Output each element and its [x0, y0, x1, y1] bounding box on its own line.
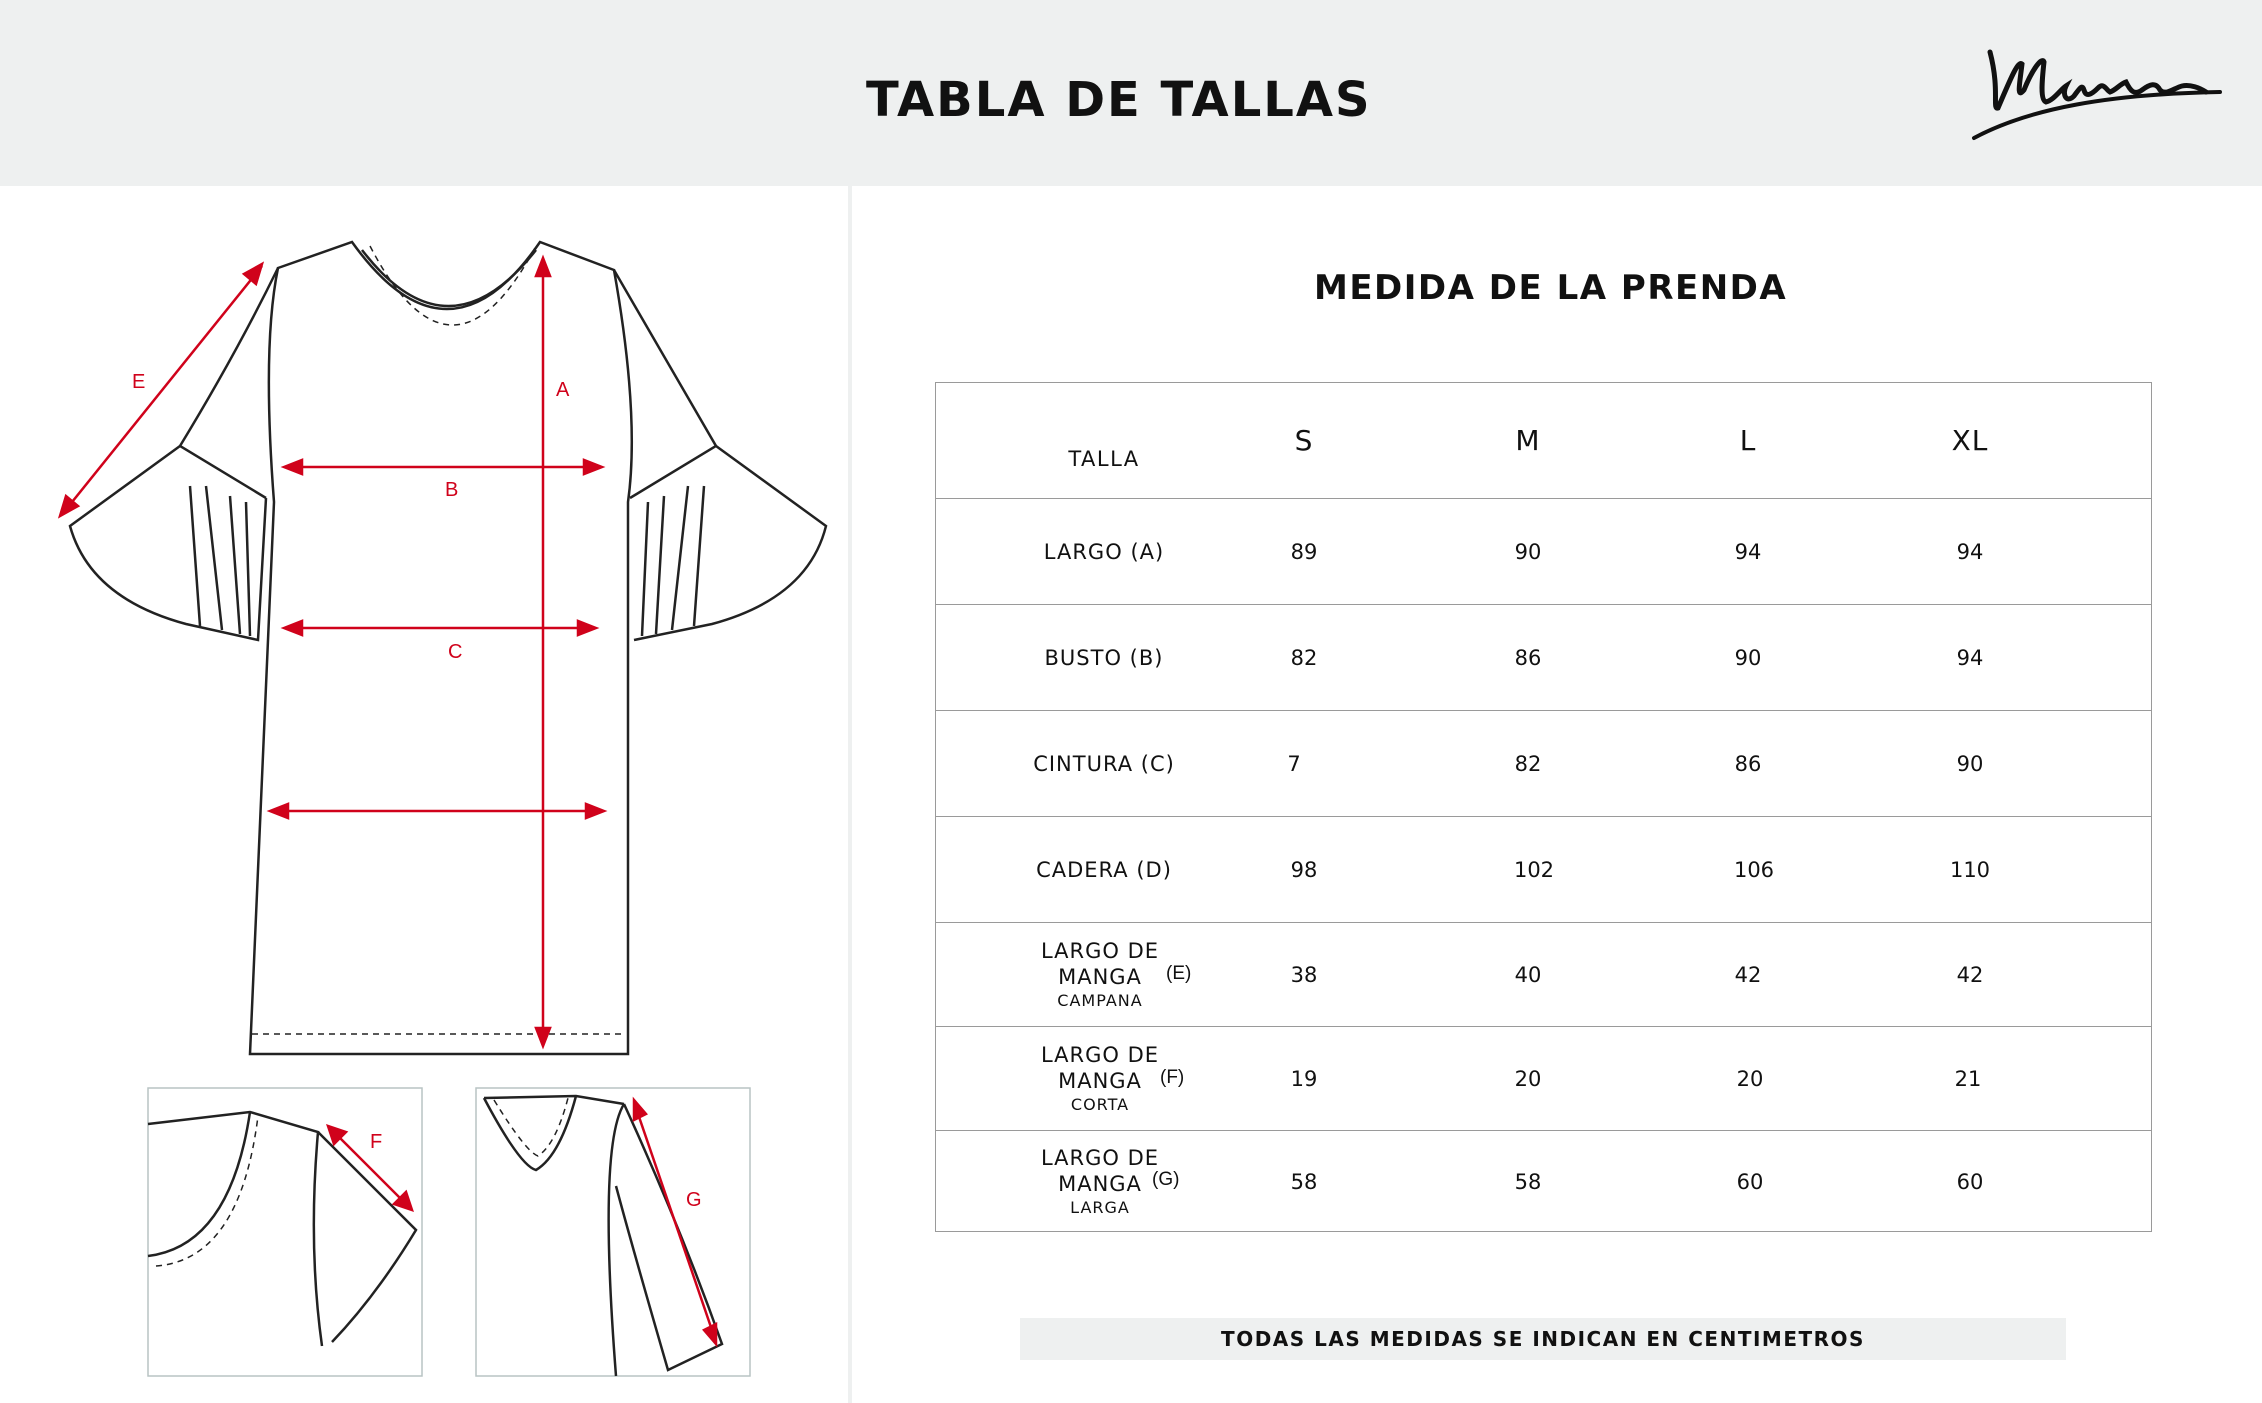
- table-row: [936, 923, 2151, 1027]
- garment-diagram: [0, 186, 848, 1403]
- page-title: TABLA DE TALLAS: [866, 72, 1372, 128]
- section-title: MEDIDA DE LA PRENDA: [1314, 268, 1788, 308]
- header-size-m: M: [1515, 424, 1541, 457]
- row-code: (D): [1136, 857, 1172, 882]
- row-label-line2: MANGA: [1058, 1172, 1142, 1196]
- row-label: LARGO DE: [1040, 1146, 1160, 1170]
- value-cell: 20: [1736, 1066, 1764, 1091]
- row-label-line2: MANGA: [1058, 964, 1142, 989]
- row-label: LARGO: [1043, 539, 1123, 564]
- header-size-xl: XL: [1951, 424, 1989, 457]
- header-size-l: L: [1739, 424, 1757, 457]
- row-label: LARGO DE: [1040, 1042, 1160, 1067]
- value-cell: 82: [1290, 645, 1318, 670]
- label-b: B: [445, 479, 459, 501]
- value-cell: 42: [1956, 962, 1984, 987]
- label-c: C: [448, 641, 463, 663]
- value-cell: 42: [1734, 962, 1762, 987]
- row-label-line2: MANGA: [1058, 1068, 1142, 1093]
- value-cell: 94: [1734, 539, 1762, 564]
- size-table: [935, 382, 2152, 1232]
- row-code: (C): [1140, 751, 1175, 776]
- value-cell: 90: [1734, 645, 1762, 670]
- row-code: (F): [1160, 1067, 1185, 1088]
- label-a: A: [556, 379, 570, 401]
- value-cell: 38: [1290, 962, 1318, 987]
- table-header-row: [936, 383, 2151, 499]
- table-row: [936, 711, 2151, 817]
- label-f: F: [370, 1131, 383, 1153]
- value-cell: 19: [1290, 1066, 1318, 1091]
- label-e: E: [132, 371, 146, 393]
- table-row: [936, 817, 2151, 923]
- value-cell: 90: [1956, 751, 1984, 776]
- table-row: [936, 1027, 2151, 1131]
- value-cell: 86: [1514, 645, 1542, 670]
- vertical-divider: [848, 186, 852, 1403]
- value-cell: 58: [1514, 1170, 1542, 1194]
- value-cell: 94: [1956, 539, 1984, 564]
- value-cell: 86: [1734, 751, 1762, 776]
- value-cell: 106: [1733, 857, 1775, 882]
- row-label: LARGO DE: [1040, 938, 1160, 963]
- header-band: [0, 0, 2262, 186]
- value-cell: 7: [1287, 751, 1301, 776]
- row-code: (A): [1130, 539, 1165, 564]
- row-sublabel: LARGA: [1070, 1198, 1130, 1217]
- value-cell: 102: [1513, 857, 1555, 882]
- row-code: (E): [1166, 963, 1192, 984]
- value-cell: 60: [1736, 1170, 1764, 1194]
- row-label: CADERA: [1036, 857, 1129, 882]
- table-row: [936, 1131, 2151, 1233]
- row-sublabel: CORTA: [1070, 1094, 1130, 1114]
- row-code: (G): [1152, 1169, 1180, 1190]
- value-cell: 89: [1290, 539, 1318, 564]
- row-sublabel: CAMPANA: [1057, 990, 1143, 1010]
- value-cell: 94: [1956, 645, 1984, 670]
- row-code: (B): [1129, 645, 1164, 670]
- header-talla: TALLA: [1068, 446, 1140, 471]
- value-cell: 98: [1290, 857, 1318, 882]
- row-label: BUSTO: [1044, 645, 1122, 670]
- value-cell: 40: [1514, 962, 1542, 987]
- row-label: CINTURA: [1033, 751, 1134, 776]
- value-cell: 82: [1514, 751, 1542, 776]
- label-g: G: [686, 1189, 702, 1211]
- value-cell: 21: [1954, 1066, 1982, 1091]
- value-cell: 60: [1956, 1170, 1984, 1194]
- table-row: [936, 499, 2151, 605]
- value-cell: 58: [1290, 1170, 1318, 1194]
- table-row: [936, 605, 2151, 711]
- value-cell: 20: [1514, 1066, 1542, 1091]
- value-cell: 90: [1514, 539, 1542, 564]
- footer-note: TODAS LAS MEDIDAS SE INDICAN EN CENTIMETROS: [1020, 1318, 2066, 1360]
- header-size-s: S: [1294, 424, 1314, 457]
- marina-logo: [1970, 30, 2232, 152]
- value-cell: 110: [1949, 857, 1991, 882]
